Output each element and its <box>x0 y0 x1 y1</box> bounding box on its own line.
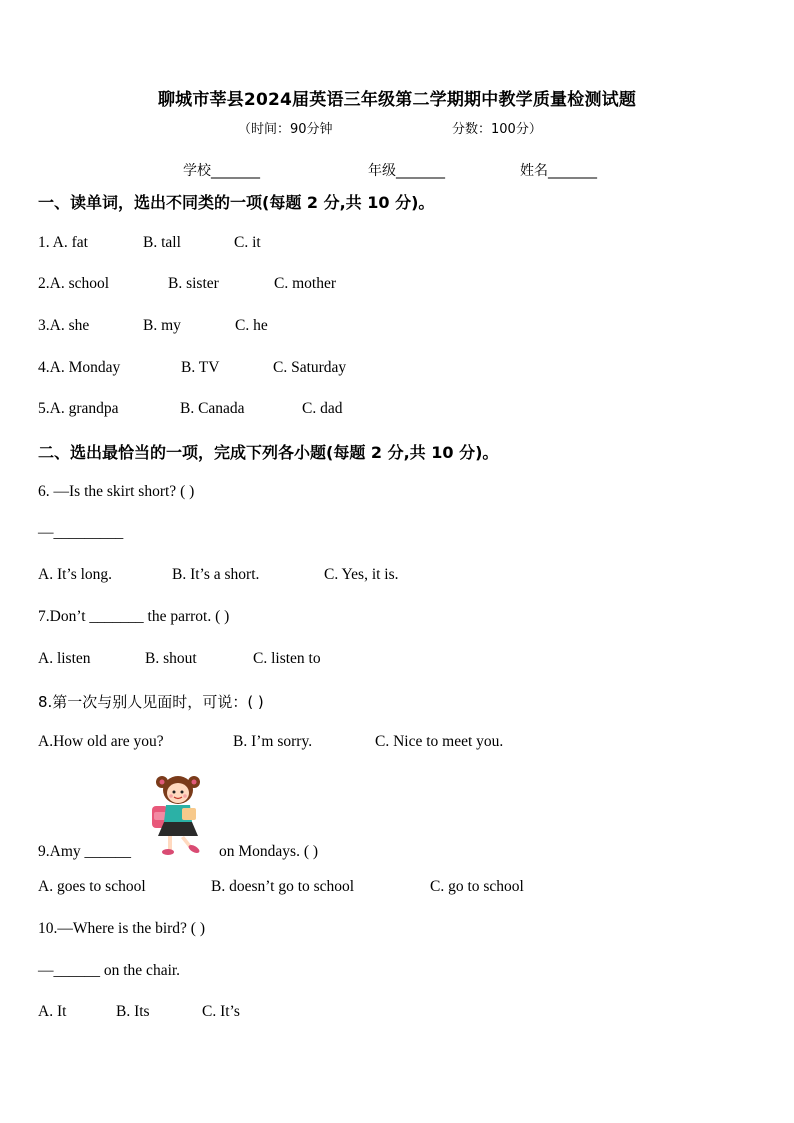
q6-answer-line: —_________ <box>38 524 124 541</box>
q10-option-c: C. It’s <box>202 1003 240 1020</box>
q7-stem: 7.Don’t _______ the parrot. ( ) <box>38 608 230 625</box>
q8-stem: 8.第一次与别人见面时，可说：( ) <box>38 693 264 711</box>
section2-heading: 二、选出最恰当的一项，完成下列各小题(每题 2 分,共 10 分)。 <box>38 443 499 462</box>
q1-option-a: 1. A. fat <box>38 234 88 251</box>
q1-option-c: C. it <box>234 234 261 251</box>
q3-option-c: C. he <box>235 317 268 334</box>
q9-option-a: A. goes to school <box>38 878 146 895</box>
q9-option-b: B. doesn’t go to school <box>211 878 355 895</box>
q6-option-b: B. It’s a short. <box>172 566 260 583</box>
q9-stem-end: on Mondays. ( ) <box>219 843 319 860</box>
q10-answer-line: —______ on the chair. <box>38 962 181 979</box>
q2-option-c: C. mother <box>274 275 336 292</box>
q7-option-a: A. listen <box>38 650 91 667</box>
q5-option-b: B. Canada <box>180 400 245 417</box>
q4-option-b: B. TV <box>181 359 220 376</box>
score-info: 分数：100分） <box>452 122 542 137</box>
q4-option-a: 4.A. Monday <box>38 359 121 376</box>
girl-with-backpack-illustration <box>140 772 210 862</box>
q1-option-b: B. tall <box>143 234 181 251</box>
q3-option-a: 3.A. she <box>38 317 90 334</box>
q5-option-c: C. dad <box>302 400 343 417</box>
name-field: 姓名_______ <box>520 163 597 179</box>
page-title: 聊城市莘县2024届英语三年级第二学期期中教学质量检测试题 <box>157 90 637 110</box>
section1-heading: 一、读单词，选出不同类的一项(每题 2 分,共 10 分)。 <box>38 193 435 212</box>
school-field: 学校_______ <box>183 163 260 179</box>
q3-option-b: B. my <box>143 317 181 334</box>
q9-stem-start: 9.Amy ______ <box>38 843 131 860</box>
q10-option-b: B. Its <box>116 1003 150 1020</box>
q2-option-b: B. sister <box>168 275 219 292</box>
q8-option-b: B. I’m sorry. <box>233 733 313 750</box>
q5-option-a: 5.A. grandpa <box>38 400 119 417</box>
q7-option-c: C. listen to <box>253 650 321 667</box>
q10-stem: 10.—Where is the bird? ( ) <box>38 920 205 937</box>
q8-option-c: C. Nice to meet you. <box>375 733 504 750</box>
grade-field: 年级_______ <box>368 163 445 179</box>
q6-option-a: A. It’s long. <box>38 566 113 583</box>
q7-option-b: B. shout <box>145 650 197 667</box>
q9-option-c: C. go to school <box>430 878 524 895</box>
q8-option-a: A.How old are you? <box>38 733 164 750</box>
q2-option-a: 2.A. school <box>38 275 110 292</box>
q10-option-a: A. It <box>38 1003 67 1020</box>
q6-option-c: C. Yes, it is. <box>324 566 399 583</box>
time-info: （时间：90分钟 <box>238 122 333 137</box>
q6-stem: 6. —Is the skirt short? ( ) <box>38 483 195 500</box>
q4-option-c: C. Saturday <box>273 359 347 376</box>
